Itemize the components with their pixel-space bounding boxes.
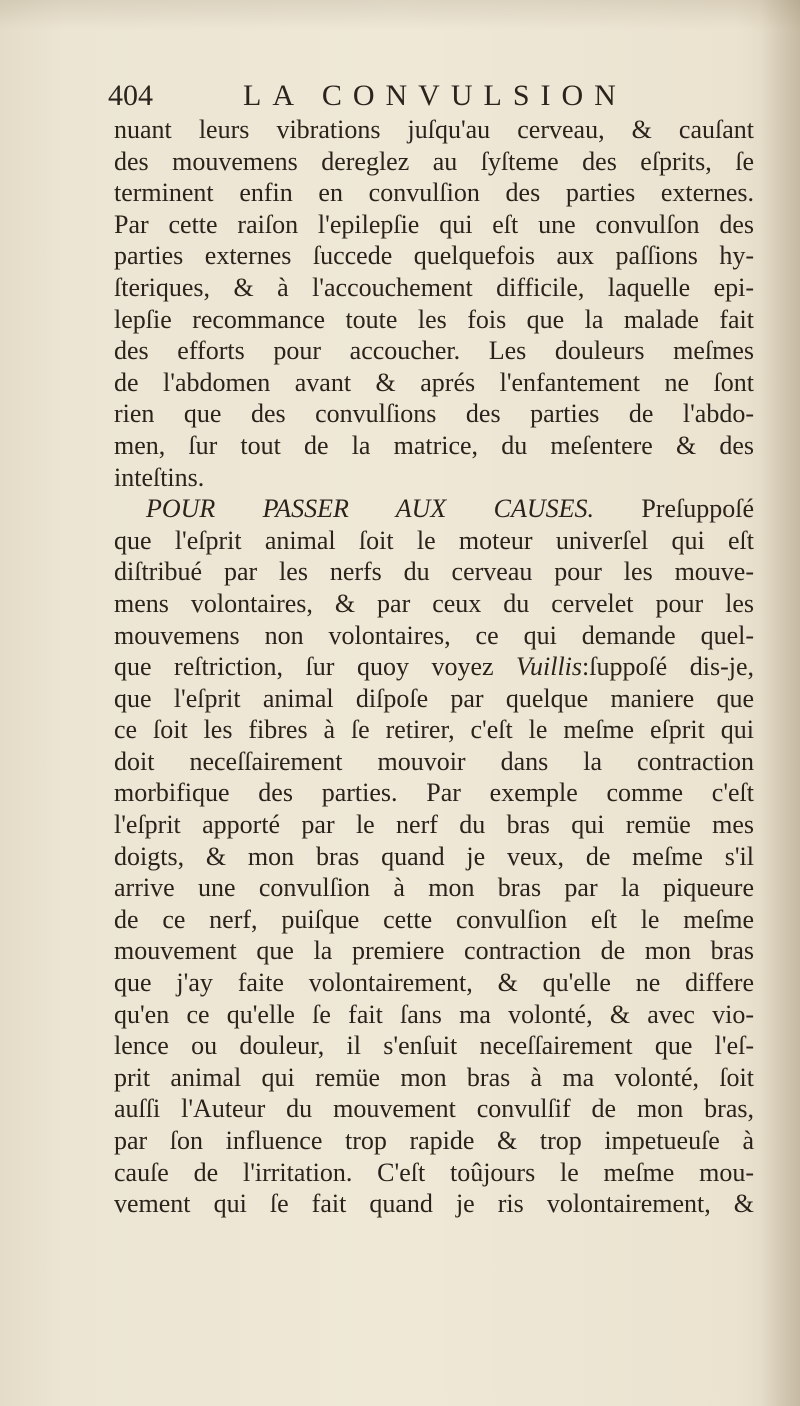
text-line: mouvemens non volontaires, ce qui demande quel- bbox=[114, 620, 754, 650]
page-number: 404 bbox=[108, 79, 153, 112]
text-line: de ce nerf, puiſque cette convulſion eſt le meſme bbox=[114, 904, 754, 934]
reference-intro: que reſtriction, ſur quoy voyez bbox=[114, 652, 494, 682]
text-line: morbifique des parties. Par exemple comme c'eſt bbox=[114, 778, 754, 808]
page-right-shadow bbox=[760, 0, 800, 1406]
text-line: qu'en ce qu'elle ſe fait ſans ma volonté, & avec vio- bbox=[114, 999, 754, 1029]
text-line: terminent enfin en convulſion des parties externes. bbox=[114, 178, 754, 208]
text-line: l'eſprit apporté par le nerf du bras qui remüe mes bbox=[114, 810, 754, 840]
text-line: men, ſur tout de la matrice, du meſentere & des bbox=[114, 430, 754, 460]
page-header bbox=[108, 78, 748, 118]
text-line: prit animal qui remüe mon bras à ma volonté, ſoit bbox=[114, 1062, 754, 1092]
running-title: LA CONVULSION bbox=[243, 79, 627, 112]
text-line: auſſi l'Auteur du mouvement convulſif de mon bras, bbox=[114, 1094, 754, 1124]
text-line: doigts, & mon bras quand je veux, de meſme s'il bbox=[114, 841, 754, 871]
text-line: diſtribué par les nerfs du cerveau pour les mouve- bbox=[114, 557, 754, 587]
text-line: des efforts pour accoucher. Les douleurs meſmes bbox=[114, 336, 754, 366]
reference-author: Vuillis bbox=[516, 652, 583, 682]
page-top-shadow bbox=[0, 0, 800, 30]
text-line: cauſe de l'irritation. C'eſt toûjours le meſme mou- bbox=[114, 1157, 754, 1187]
text-line: rien que des convulſions des parties de l'abdo- bbox=[114, 399, 754, 429]
body-text bbox=[114, 114, 754, 1220]
text-line: ce ſoit les fibres à ſe retirer, c'eſt le meſme eſprit qui bbox=[114, 715, 754, 745]
text-line: arrive une convulſion à mon bras par la piqueure bbox=[114, 873, 754, 903]
reference-line bbox=[114, 651, 754, 683]
text-line: Par cette raiſon l'epilepſie qui eſt une convulſon des bbox=[114, 209, 754, 239]
section-heading: POUR PASSER AUX CAUSES. bbox=[146, 494, 594, 524]
section-heading-line bbox=[114, 493, 754, 525]
text-line: que l'eſprit animal diſpoſe par quelque maniere que bbox=[114, 683, 754, 713]
reference-continuation: :ſuppoſé dis-je, bbox=[582, 652, 754, 682]
text-line: nuant leurs vibrations juſqu'au cerveau, & cauſant bbox=[114, 115, 754, 144]
text-line: doit neceſſairement mouvoir dans la contraction bbox=[114, 746, 754, 776]
text-line: des mouvemens dereglez au ſyſteme des eſprits, ſe bbox=[114, 146, 754, 176]
text-line: ſteriques, & à l'accouchement difficile, laquelle epi- bbox=[114, 272, 754, 302]
text-line: de l'abdomen avant & aprés l'enfantement ne ſont bbox=[114, 367, 754, 397]
text-line: mens volontaires, & par ceux du cervelet pour les bbox=[114, 588, 754, 618]
text-line: que l'eſprit animal ſoit le moteur univerſel qui eſt bbox=[114, 525, 754, 555]
heading-continuation: Preſuppoſé bbox=[641, 494, 754, 524]
text-line: par ſon influence trop rapide & trop impetueuſe à bbox=[114, 1126, 754, 1155]
text-line: lence ou douleur, il s'enſuit neceſſairement que l'eſ- bbox=[114, 1031, 754, 1061]
text-line: lepſie recommance toute les fois que la malade fait bbox=[114, 304, 754, 334]
text-line: que j'ay faite volontairement, & qu'elle ne differe bbox=[114, 968, 754, 998]
text-line: inteſtins. bbox=[114, 462, 205, 492]
text-line: mouvement que la premiere contraction de mon bras bbox=[114, 936, 754, 966]
text-line: parties externes ſuccede quelquefois aux paſſions hy- bbox=[114, 241, 754, 271]
text-line: vement qui ſe fait quand je ris volontairement, & bbox=[114, 1189, 754, 1219]
